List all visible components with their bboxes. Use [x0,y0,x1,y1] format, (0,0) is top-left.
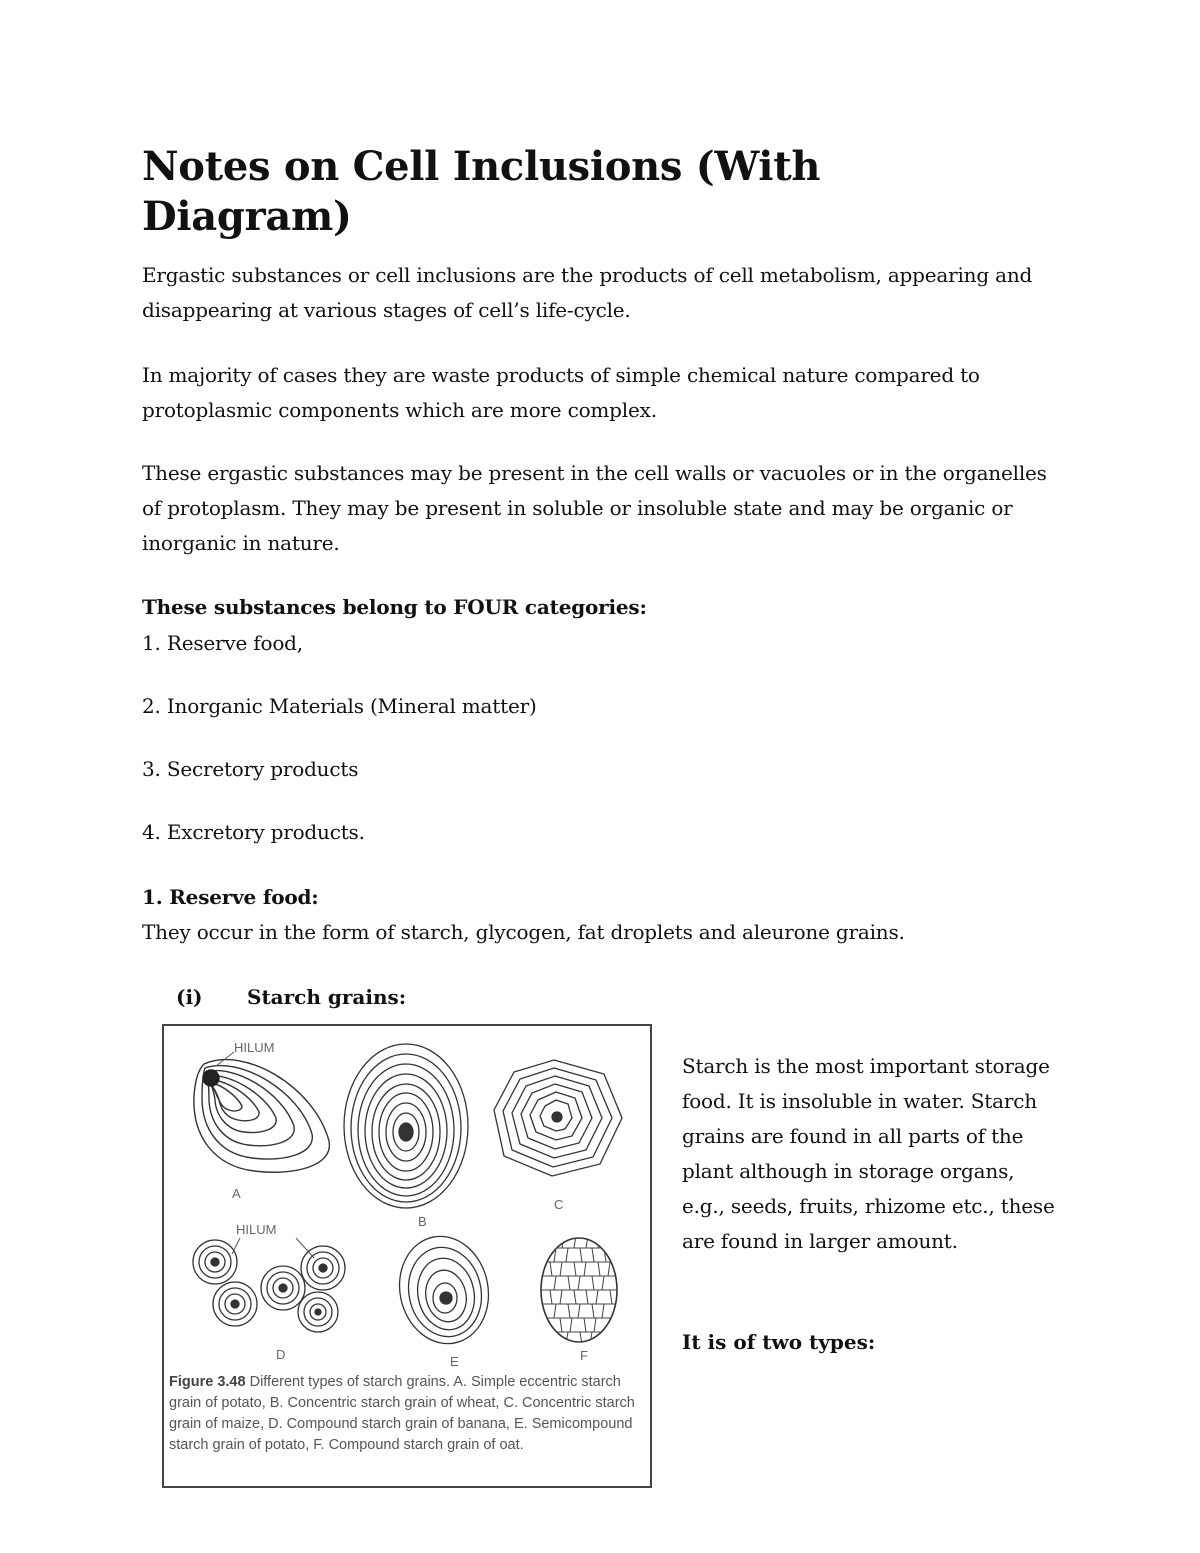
label-e: E [450,1354,459,1369]
category-item-reserve-food: 1. Reserve food, [142,631,303,655]
label-c: C [554,1197,564,1212]
figure-caption-label: Figure 3.48 [169,1374,246,1390]
reserve-food-heading: 1. Reserve food: [142,885,319,909]
hilum-label-top: HILUM [234,1040,275,1055]
grain-e-illustration [390,1228,499,1352]
intro-paragraph-3: These ergastic substances may be present in the cell walls or vacuoles or in the organelles of protoplasm. They may be present in soluble or insoluble state and may be organic or inorganic in nature. [142,461,1047,555]
starch-description: Starch is the most important storage food. It is insoluble in water. Starch grains are found in all parts of the plant although in storage organs, e.g., seeds, fruits, rhizome etc., these are found in larger amount. [682,1054,1055,1253]
reserve-food-text: They occur in the form of starch, glycogen, fat droplets and aleurone grains. [142,920,905,944]
label-d: D [276,1347,286,1362]
grain-f-illustration [541,1236,617,1344]
hilum-label-bottom: HILUM [236,1222,277,1237]
label-f: F [580,1348,588,1363]
starch-grains-diagram [164,1026,650,1370]
category-item-secretory: 3. Secretory products [142,757,359,781]
grain-d-illustration [193,1240,345,1332]
categories-heading: These substances belong to FOUR categories: [142,595,647,619]
grain-c-illustration [494,1060,622,1176]
category-item-excretory: 4. Excretory products. [142,820,365,844]
intro-paragraph-1: Ergastic substances or cell inclusions are the products of cell metabolism, appearing and disappearing at various stages of cell’s life-cycle. [142,263,1033,322]
starch-section-number: (i) [176,985,203,1009]
label-a: A [232,1186,241,1201]
intro-paragraph-2: In majority of cases they are waste products of simple chemical nature compared to protoplasmic components which are more complex. [142,363,980,422]
starch-types-heading: It is of two types: [682,1330,876,1354]
grain-b-illustration [344,1044,468,1208]
starch-section-heading: Starch grains: [247,985,407,1009]
figure-caption-text: Different types of starch grains. A. Simple eccentric starch grain of potato, B. Concentric starch grain of wheat, C. Concentric starch grain of maize, D. Compound starch grain of banana, E. Semicompound starch grain of potato, F. Compound starch grain of oat. [169,1374,635,1453]
starch-grains-figure [162,1024,652,1488]
grain-a-illustration [194,1060,330,1173]
page-title: Notes on Cell Inclusions (With Diagram) [142,143,821,240]
figure-caption [169,1372,647,1456]
label-b: B [418,1214,427,1229]
category-item-inorganic: 2. Inorganic Materials (Mineral matter) [142,694,537,718]
